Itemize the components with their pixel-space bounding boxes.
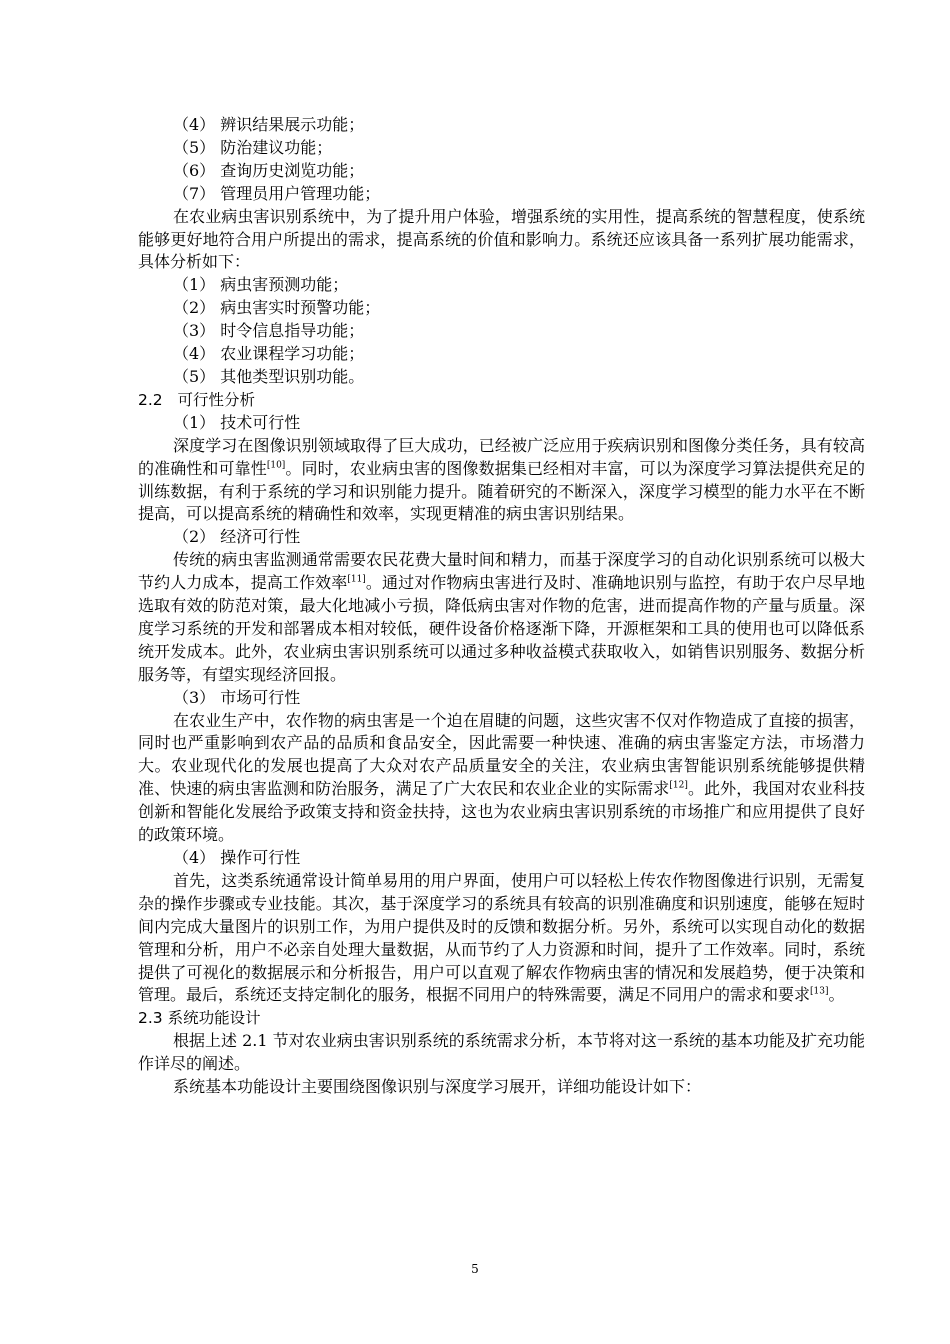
citation: [11] [347, 574, 366, 585]
list-item: （1） 病虫害预测功能； [173, 275, 349, 295]
section-heading-2-2 [138, 389, 865, 412]
citation: [10] [266, 460, 286, 471]
list-item: （4） 农业课程学习功能； [173, 344, 365, 364]
list-item: （6） 查询历史浏览功能； [173, 160, 365, 180]
subheading-technical: （1） 技术可行性 [173, 412, 301, 432]
citation: [13] [810, 987, 829, 998]
list-item: （2） 病虫害实时预警功能； [173, 298, 381, 318]
subheading-market: （3） 市场可行性 [173, 687, 301, 707]
list-item: （5） 防治建议功能； [173, 137, 333, 157]
paragraph-function-design-basic: 系统基本功能设计主要围绕图像识别与深度学习展开，详细功能设计如下： [173, 1077, 702, 1097]
page-body [138, 114, 865, 1099]
section-number: 2.3 [138, 1009, 163, 1028]
section-title: 系统功能设计 [167, 1009, 261, 1028]
subheading-operational: （4） 操作可行性 [173, 848, 301, 867]
page-number: 5 [471, 1262, 479, 1276]
paragraph-operational: 首先，这类系统通常设计简单易用的用户界面，使用户可以轻松上传农作物图像进行识别，无需复杂的操作步骤或专业技能。其次，基于深度学习的系统具有较高的识别准确度和识别速度，能够在短时间内完成大量图片的识别工作，为用户提供及时的反馈和数据分析。另外，系统可以实现自动化的数据管理和分析，用户不必亲自处理大量数据，从而节约了人力资源和时间，提升了工作效率。同时，系统提供了可视化的数据展示和分析报告，用户可以直观了解农作物病虫害的情况和发展趋势，便于决策和管理。最后，系统还支持定制化的服务，根据不同用户的特殊需要，满足不同用户的需求和要求[13]。 [138, 870, 865, 1005]
paragraph-market: 在农业生产中，农作物的病虫害是一个迫在眉睫的问题，这些灾害不仅对作物造成了直接的损害，同时也严重影响到农产品的品质和食品安全，因此需要一种快速、准确的病虫害鉴定方法，市场潜力大。农业现代化的发展也提高了大众对农产品质量安全的关注，农业病虫害智能识别系统能够提供精准、快速的病虫害监测和防治服务，满足了广大农民和农业企业的实际需求[12]。此外，我国对农业科技创新和智能化发展给予政策支持和资金扶持，这也为农业病虫害识别系统的市场推广和应用提供了良好的政策环境。 [138, 710, 865, 845]
section-number: 2.2 [138, 390, 163, 409]
list-item: （3） 时令信息指导功能； [173, 321, 365, 341]
paragraph-function-design-intro: 根据上述 2.1 节对农业病虫害识别系统的系统需求分析，本节将对这一系统的基本功能及扩充功能作详尽的阐述。 [138, 1031, 865, 1074]
list-item: （7） 管理员用户管理功能； [173, 183, 381, 203]
subheading-economic: （2） 经济可行性 [173, 527, 301, 547]
section-title: 可行性分析 [177, 390, 255, 409]
list-item: （4） 辨识结果展示功能； [173, 115, 365, 134]
section-heading-2-3 [138, 1007, 865, 1030]
paragraph-extension-intro: 在农业病虫害识别系统中，为了提升用户体验，增强系统的实用性，提高系统的智慧程度，使系统能够更好地符合用户所提出的需求，提高系统的价值和影响力。系统还应该具备一系列扩展功能需求，具体分析如下： [138, 206, 865, 272]
paragraph-technical: 深度学习在图像识别领域取得了巨大成功，已经被广泛应用于疾病识别和图像分类任务，具有较高的准确性和可靠性[10]。同时，农业病虫害的图像数据集已经相对丰富，可以为深度学习算法提供充足的训练数据，有利于系统的学习和识别能力提升。随着研究的不断深入，深度学习模型的能力水平在不断提高，可以提高系统的精确性和效率，实现更精准的病虫害识别结果。 [138, 435, 865, 524]
paragraph-economic: 传统的病虫害监测通常需要农民花费大量时间和精力，而基于深度学习的自动化识别系统可以极大节约人力成本，提高工作效率[11]。通过对作物病虫害进行及时、准确地识别与监控，有助于农户尽早地选取有效的防范对策，最大化地减小亏损，降低病虫害对作物的危害，进而提高作物的产量与质量。深度学习系统的开发和部署成本相对较低，硬件设备价格逐渐下降，开源框架和工具的使用也可以降低系统开发成本。此外，农业病虫害识别系统可以通过多种收益模式获取收入，如销售识别服务、数据分析服务等，有望实现经济回报。 [138, 550, 865, 684]
citation: [12] [669, 780, 688, 791]
list-item: （5） 其他类型识别功能。 [173, 366, 365, 386]
